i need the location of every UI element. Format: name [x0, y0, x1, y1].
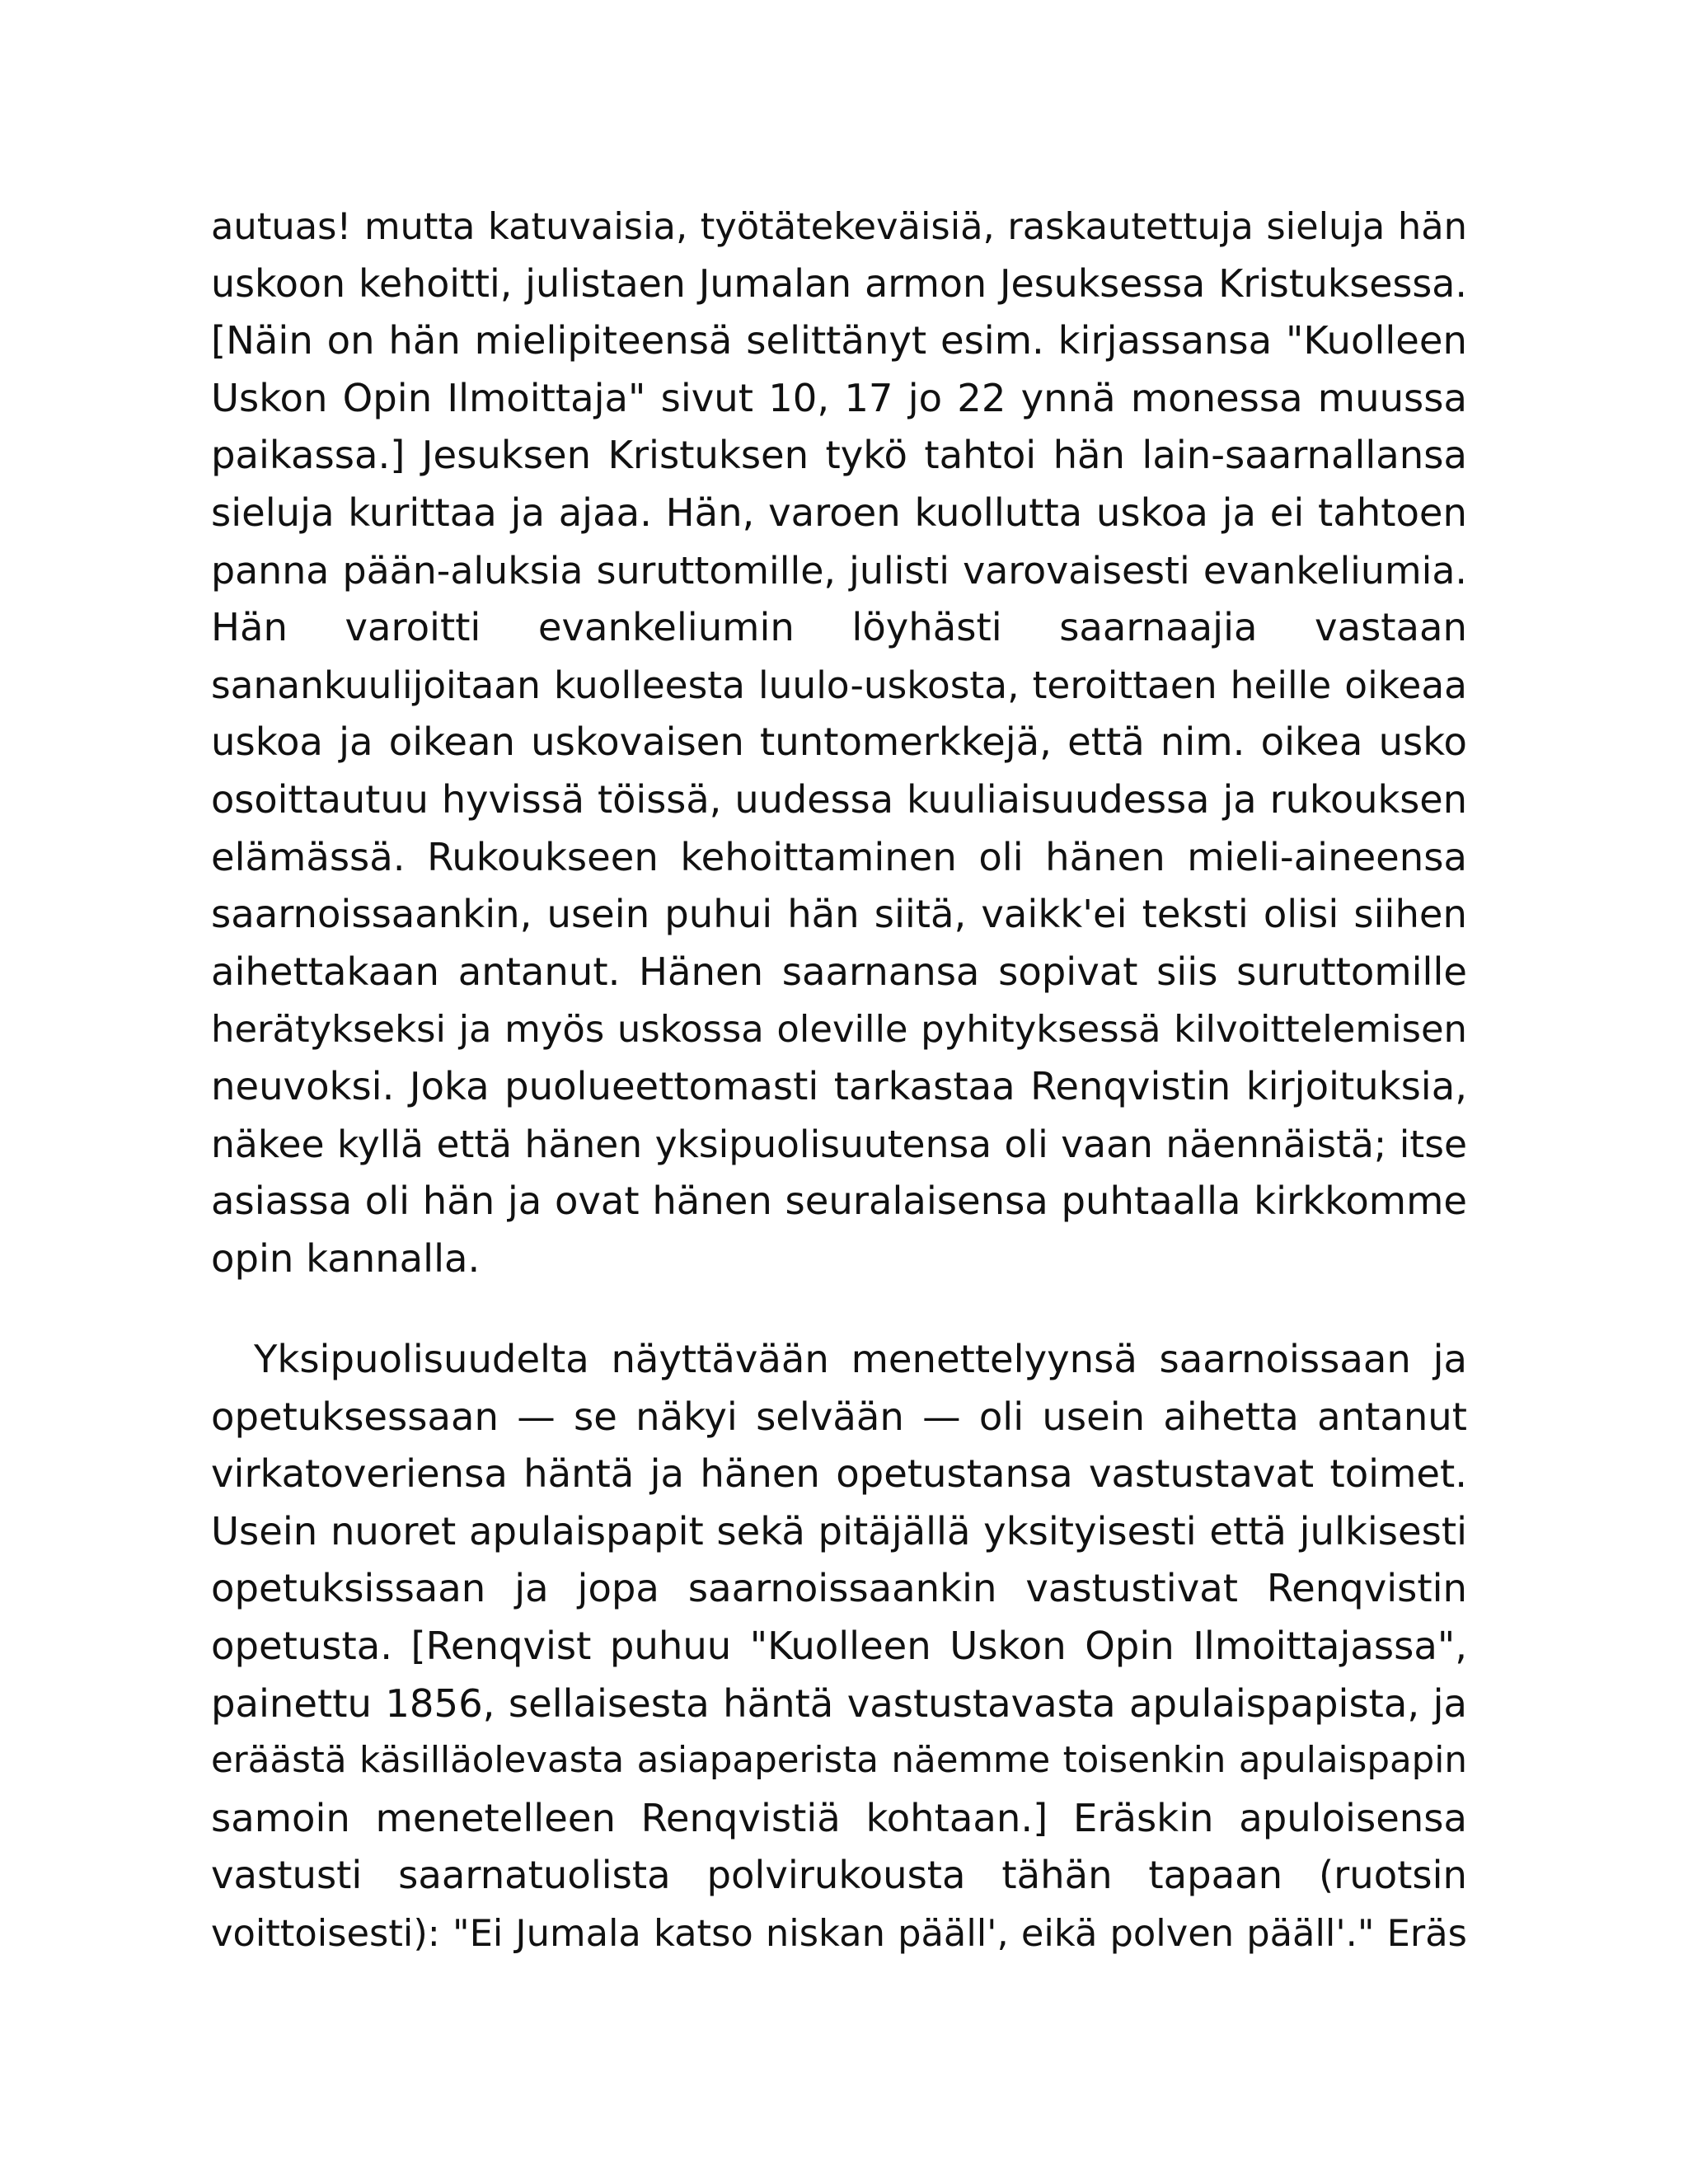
text-line: opetusta. [Renqvist puhuu "Kuolleen Uskon Opin Ilmoittajassa", — [211, 1623, 1467, 1668]
text-line: painettu 1856, sellaisesta häntä vastustavasta apulaispapista, ja — [211, 1680, 1467, 1726]
text-line: opetuksissaan ja jopa saarnoissaankin vastustivat Renqvistin — [211, 1566, 1467, 1611]
text-line: panna pään-aluksia suruttomille, julisti varovaisesti evankeliumia. — [211, 547, 1467, 593]
text-line: aihettakaan antanut. Hänen saarnansa sopivat siis suruttomille — [211, 949, 1467, 994]
text-line: sanankuulijoitaan kuolleesta luulo-uskosta, teroittaen heille oikeaa — [211, 663, 1467, 707]
text-line: asiassa oli hän ja ovat hänen seuralaisensa puhtaalla kirkkomme — [211, 1179, 1467, 1224]
text-line: opetuksessaan — se näkyi selvään — oli usein aihetta antanut — [211, 1394, 1467, 1439]
text-line: [Näin on hän mielipiteensä selittänyt esim. kirjassansa "Kuolleen — [211, 318, 1467, 363]
text-line: opin kannalla. — [211, 1235, 481, 1281]
paragraph-2 — [211, 1331, 1467, 1962]
text-line: vastusti saarnatuolista polvirukousta tähän tapaan (ruotsin — [211, 1853, 1467, 1898]
text-line: samoin menetelleen Renqvistiä kohtaan.] Eräskin apuloisensa — [211, 1795, 1467, 1840]
text-line: herätykseksi ja myös uskossa oleville pyhityksessä kilvoittelemisen — [211, 1007, 1467, 1052]
text-line: Usein nuoret apulaispapit sekä pitäjällä yksityisesti että julkisesti — [211, 1508, 1467, 1554]
text-line: autuas! mutta katuvaisia, työtätekeväisiä, raskautettuja sieluja hän — [211, 204, 1467, 248]
text-line: elämässä. Rukoukseen kehoittaminen oli hänen mieli-aineensa — [211, 834, 1467, 879]
text-line: neuvoksi. Joka puolueettomasti tarkastaa Renqvistin kirjoituksia, — [211, 1063, 1467, 1108]
text-line: Yksipuolisuudelta näyttävään menettelyynsä saarnoissaan ja — [254, 1337, 1467, 1381]
text-line: uskoa ja oikean uskovaisen tuntomerkkejä, että nim. oikea usko — [211, 719, 1467, 765]
text-line: Hän varoitti evankeliumin löyhästi saarnaajia vastaan — [211, 605, 1467, 650]
text-line: osoittautuu hyvissä töissä, uudessa kuuliaisuudessa ja rukouksen — [211, 776, 1467, 822]
text-line: virkatoveriensa häntä ja hänen opetustansa vastustavat toimet. — [211, 1451, 1467, 1497]
text-line: voittoisesti): "Ei Jumala katso niskan pääll', eikä polven pääll'." Eräs — [211, 1910, 1467, 1955]
paragraph-1 — [211, 198, 1467, 1287]
text-line: eräästä käsilläolevasta asiapaperista näemme toisenkin apulaispapin — [211, 1740, 1467, 1782]
text-line: sieluja kurittaa ja ajaa. Hän, varoen kuollutta uskoa ja ei tahtoen — [211, 490, 1467, 535]
text-line: Uskon Opin Ilmoittaja" sivut 10, 17 jo 22 ynnä monessa muussa — [211, 375, 1467, 420]
text-line: saarnoissaankin, usein puhui hän siitä, vaikk'ei teksti olisi siihen — [211, 892, 1467, 937]
text-line: uskoon kehoitti, julistaen Jumalan armon Jesuksessa Kristuksessa. — [211, 260, 1467, 306]
text-line: näkee kyllä että hänen yksipuolisuutensa oli vaan näennäistä; itse — [211, 1122, 1467, 1166]
text-line: paikassa.] Jesuksen Kristuksen tykö tahtoi hän lain-saarnallansa — [211, 433, 1467, 478]
